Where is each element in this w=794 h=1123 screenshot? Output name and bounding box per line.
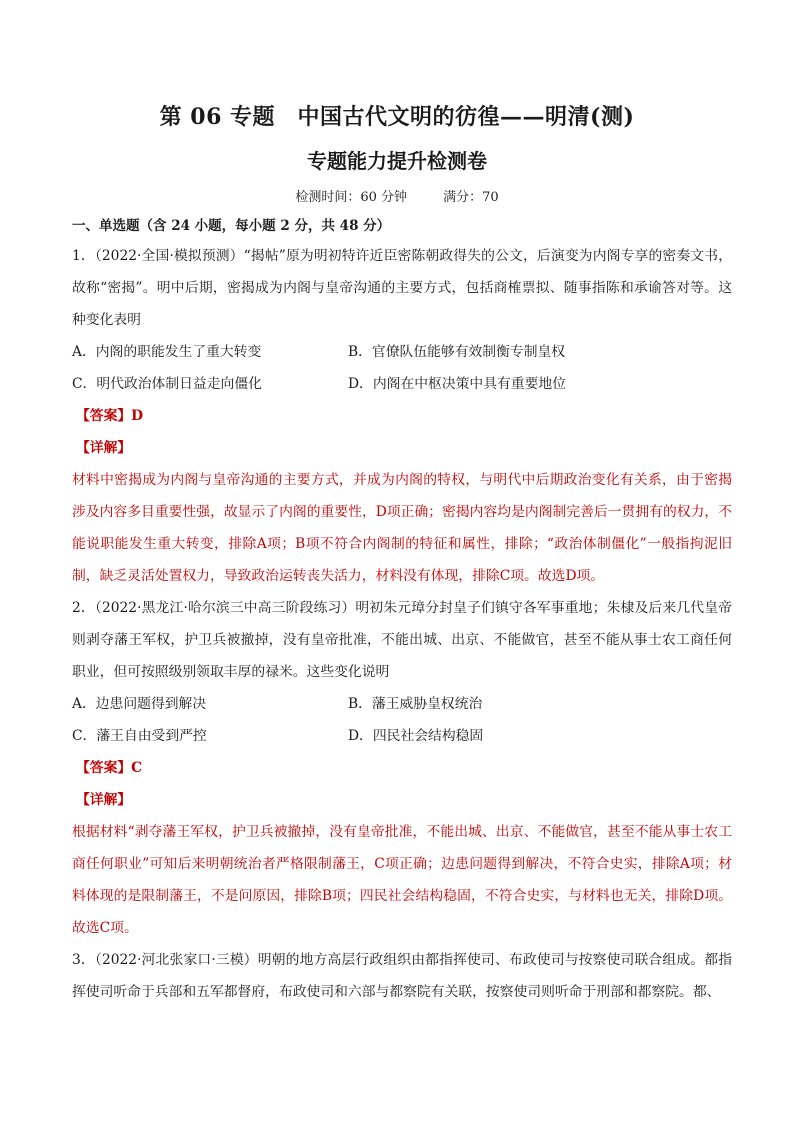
exam-time: 检测时间：60 分钟 — [295, 190, 407, 205]
section-heading: 一、单选题（含 24 小题，每小题 2 分，共 48 分） — [72, 218, 391, 234]
question-stem: 2．（2022·黑龙江·哈尔滨三中高三阶段练习）明初朱元璋分封皇子们镇守各军事重地；朱棣及后来几代皇帝则剥夺藩王军权，护卫兵被撤掉，没有皇帝批准，不能出城、出京、不能做官，甚至不能从事士农工商任何职业，但可按照级别领取丰厚的禄米。这些变化说明 — [72, 600, 732, 680]
option-d: D．四民社会结构稳固 — [348, 728, 484, 744]
question-stem: 1．（2022·全国·模拟预测）“揭帖”原为明初特许近臣密陈朝政得失的公文，后演变为内阁专享的密奏文书，故称“密揭”。明中后期，密揭成为内阁与皇帝沟通的主要方式，包括商榷票拟、随事指陈和承谕答对等。这种变化表明 — [72, 248, 732, 328]
answer-explanation: 材料中密揭成为内阁与皇帝沟通的主要方式，并成为内阁的特权，与明代中后期政治变化有关系，由于密揭涉及内容多目重要性强，故显示了内阁的重要性，D项正确；密揭内容均是内阁制完善后一贯拥有的权力，不能说职能发生重大转变，排除A项；B项不符合内阁制的特征和属性，排除；“政治体制僵化”一般指拘泥旧制，缺乏灵活处置权力，导致政治运转丧失活力，材料没有体现，排除C项。故选D项。 — [72, 472, 732, 584]
option-b: B．官僚队伍能够有效制衡专制皇权 — [348, 344, 566, 360]
exam-meta — [0, 186, 794, 205]
question-1 — [72, 240, 732, 592]
option-a: A．内阁的职能发生了重大转变 — [72, 344, 262, 360]
option-a: A．边患问题得到解决 — [72, 696, 207, 712]
answer-label: 【答案】C — [76, 760, 143, 776]
question-options — [72, 336, 732, 400]
option-b: B．藩王威胁皇权统治 — [348, 696, 483, 712]
question-2 — [72, 592, 732, 944]
document-subtitle: 专题能力提升检测卷 — [307, 149, 487, 173]
exam-score: 满分：70 — [443, 190, 499, 205]
option-d: D．内阁在中枢决策中具有重要地位 — [348, 376, 567, 392]
question-stem: 3．（2022·河北张家口·三模）明朝的地方高层行政组织由都指挥使司、布政使司与按察使司联合组成。都指挥使司听命于兵部和五军都督府，布政使司和六部与都察院有关联，按察使司则听命于刑部和都察院。都、 — [72, 952, 732, 1000]
answer-label: 【答案】D — [76, 408, 144, 424]
question-options — [72, 688, 732, 752]
detail-label: 【详解】 — [76, 440, 132, 456]
document-body — [72, 214, 732, 1008]
document-title: 第 06 专题 中国古代文明的彷徨——明清(测) — [159, 104, 635, 130]
option-c: C．藩王自由受到严控 — [72, 728, 207, 744]
option-c: C．明代政治体制日益走向僵化 — [72, 376, 262, 392]
answer-explanation: 根据材料“剥夺藩王军权，护卫兵被撤掉，没有皇帝批准，不能出城、出京、不能做官，甚至不能从事士农工商任何职业”可知后来明朝统治者严格限制藩王，C项正确；边患问题得到解决，不符合史实，排除A项；材料体现的是限制藩王，不是问原因，排除B项；四民社会结构稳固，不符合史实，与材料也无关，排除D项。故选C项。 — [72, 824, 732, 936]
detail-label: 【详解】 — [76, 792, 132, 808]
question-3 — [72, 944, 732, 1008]
